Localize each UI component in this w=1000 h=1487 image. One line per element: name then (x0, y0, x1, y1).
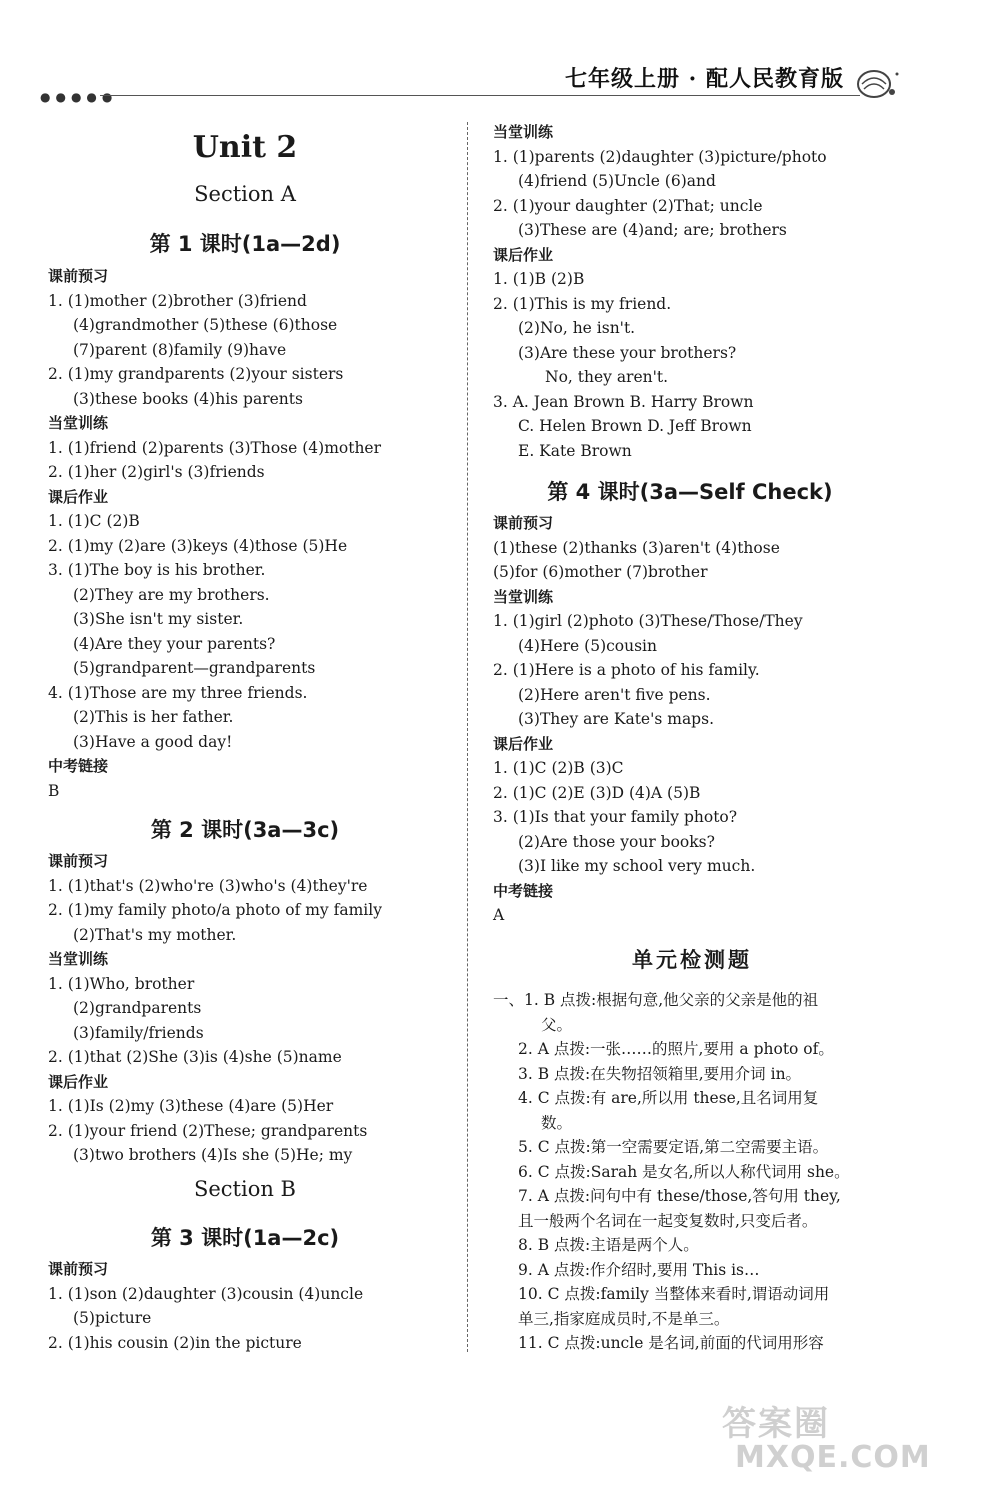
answer-line: 2. (1)my (2)are (3)keys (4)those (5)He (48, 536, 348, 555)
answer-line: (3)They are Kate's maps. (518, 710, 714, 728)
answer-line: 父。 (541, 1015, 573, 1034)
answer-line: (3)These are (4)and; are; brothers (518, 221, 787, 239)
answer-line: 2. (1)my family photo/a photo of my family (48, 901, 382, 919)
answer-line: (3)family/friends (73, 1023, 204, 1042)
section-label: 课前预习 (493, 514, 554, 532)
answer-line: (3)She isn't my sister. (73, 610, 244, 628)
answer-line: 1. (1)Who, brother (48, 974, 195, 993)
watermark-url: MXQE.COM (735, 1440, 931, 1475)
section-label: 课后作业 (48, 487, 109, 506)
lesson-1-title: 第 1 课时(1a—2d) (149, 232, 341, 256)
section-label: 当堂训练 (48, 414, 109, 432)
header-dots: ●●●●● (40, 90, 118, 104)
section-label: 中考链接 (48, 757, 109, 775)
answer-line: 1. (1)C (2)B (48, 512, 140, 530)
answer-line: 1. (1)Is (2)my (3)these (4)are (5)Her (48, 1097, 334, 1115)
answer-line: 1. (1)C (2)B (3)C (493, 759, 624, 777)
answer-line: 2. (1)your daughter (2)That; uncle (493, 196, 763, 215)
answer-line: 2. (1)Here is a photo of his family. (493, 661, 760, 679)
section-label: 课后作业 (493, 734, 554, 753)
lesson-3-title: 第 3 课时(1a—2c) (150, 1226, 340, 1250)
answer-line: 1. (1)girl (2)photo (3)These/Those/They (493, 612, 803, 630)
lesson-4-title: 第 4 课时(3a—Self Check) (547, 480, 833, 504)
section-label: 课前预习 (48, 852, 109, 870)
answer-line: (3)two brothers (4)Is she (5)He; my (73, 1146, 353, 1164)
answer-line: 10. C 点拨:family 当整体来看时,谓语动词用 (518, 1285, 830, 1303)
answer-line: 2. A 点拨:一张……的照片,要用 a photo of。 (518, 1040, 834, 1058)
answer-line: (5)grandparent—grandparents (73, 659, 316, 677)
answer-line: E. Kate Brown (518, 441, 632, 460)
answer-line: (2)No, he isn't. (518, 319, 636, 337)
answer-line: (4)Here (5)cousin (518, 636, 658, 655)
answer-line: 单三,指家庭成员时,不是单三。 (518, 1309, 730, 1328)
unit-test-title: 单元检测题 (632, 948, 752, 972)
answer-line: 1. (1)B (2)B (493, 270, 585, 288)
section-label: 中考链接 (493, 881, 554, 900)
answer-line: B (48, 781, 60, 800)
answer-line: 2. (1)my grandparents (2)your sisters (48, 365, 344, 383)
answer-line: 2. (1)her (2)girl's (3)friends (48, 463, 265, 481)
section-b-title: Section B (193, 1177, 296, 1201)
answer-line: (1)these (2)thanks (3)aren't (4)those (493, 538, 780, 557)
section-label: 当堂训练 (48, 950, 109, 968)
answer-line: A (493, 906, 505, 924)
answer-line: 5. C 点拨:第一空需要定语,第二空需要主语。 (518, 1138, 829, 1156)
answer-line: 2. (1)his cousin (2)in the picture (48, 1333, 302, 1352)
header-title: 七年级上册 · 配人民教育版 (565, 66, 844, 92)
answer-line: 3. B 点拨:在失物招领箱里,要用介词 in。 (518, 1064, 802, 1083)
answer-line: (4)grandmother (5)these (6)those (73, 316, 338, 334)
unit-title: Unit 2 (192, 130, 298, 165)
answer-line: (2)This is her father. (73, 708, 234, 726)
answer-line: (2)They are my brothers. (73, 585, 270, 604)
answer-line: C. Helen Brown D. Jeff Brown (518, 417, 752, 435)
answer-line: 4. (1)Those are my three friends. (48, 683, 308, 702)
answer-line: 2. (1)that (2)She (3)is (4)she (5)name (48, 1048, 342, 1066)
section-label: 当堂训练 (493, 587, 554, 606)
answer-line: (7)parent (8)family (9)have (73, 340, 287, 359)
answer-line: 一、1. B 点拨:根据句意,他父亲的父亲是他的祖 (493, 991, 819, 1009)
answer-line: (5)picture (73, 1309, 152, 1327)
answer-line: 1. (1)son (2)daughter (3)cousin (4)uncle (48, 1284, 364, 1303)
book-ornament-icon (852, 62, 902, 102)
answer-line: 11. C 点拨:uncle 是名词,前面的代词用形容 (518, 1334, 824, 1352)
answer-line: (4)Are they your parents? (73, 634, 276, 653)
watermark-logo: 答案圈 (722, 1404, 830, 1444)
answer-line: 1. (1)mother (2)brother (3)friend (48, 291, 307, 310)
answer-line: 4. C 点拨:有 are,所以用 these,且名词用复 (518, 1089, 819, 1107)
lesson-2-title: 第 2 课时(3a—3c) (150, 818, 340, 842)
answer-line: 3. A. Jean Brown B. Harry Brown (493, 392, 754, 411)
answer-line: 3. (1)Is that your family photo? (493, 808, 738, 826)
answer-line: (2)grandparents (73, 999, 202, 1017)
answer-line: 8. B 点拨:主语是两个人。 (518, 1236, 699, 1254)
answer-line: (3)Have a good day! (73, 732, 233, 751)
answer-line: (5)for (6)mother (7)brother (493, 563, 708, 581)
answer-line: 且一般两个名词在一起变复数时,只变后者。 (518, 1211, 818, 1230)
answer-line: 2. (1)This is my friend. (493, 294, 672, 313)
section-label: 课前预习 (48, 1260, 109, 1278)
answer-line: (3)I like my school very much. (518, 857, 756, 875)
answer-line: (2)That's my mother. (73, 925, 237, 944)
answer-line: (2)Are those your books? (518, 832, 715, 851)
answer-line: (4)friend (5)Uncle (6)and (518, 172, 716, 190)
answer-line: 3. (1)The boy is his brother. (48, 561, 266, 579)
header-rule (100, 95, 860, 96)
answer-line: 1. (1)that's (2)who're (3)who's (4)they're (48, 876, 368, 895)
page-header (0, 0, 1000, 105)
section-label: 课后作业 (48, 1072, 109, 1091)
section-label: 当堂训练 (493, 123, 554, 141)
column-divider (467, 122, 468, 1352)
answer-line: No, they aren't. (545, 368, 669, 386)
section-label: 课后作业 (493, 245, 554, 264)
answer-line: (2)Here aren't five pens. (518, 685, 711, 704)
answer-line: 1. (1)friend (2)parents (3)Those (4)mother (48, 438, 382, 457)
section-label: 课前预习 (48, 267, 109, 285)
answer-line: (3)Are these your brothers? (518, 343, 737, 362)
answer-line: 2. (1)your friend (2)These; grandparents (48, 1121, 368, 1140)
answer-line: 2. (1)C (2)E (3)D (4)A (5)B (493, 783, 701, 802)
answer-line: 6. C 点拨:Sarah 是女名,所以人称代词用 she。 (518, 1162, 850, 1181)
answer-line: 数。 (541, 1113, 573, 1132)
answer-line: 7. A 点拨:问句中有 these/those,答句用 they, (518, 1187, 841, 1205)
answer-line: 9. A 点拨:作介绍时,要用 This is… (518, 1260, 760, 1279)
answer-line: 1. (1)parents (2)daughter (3)picture/photo (493, 147, 827, 166)
answer-line: (3)these books (4)his parents (73, 389, 303, 408)
section-a-title: Section A (194, 182, 296, 206)
